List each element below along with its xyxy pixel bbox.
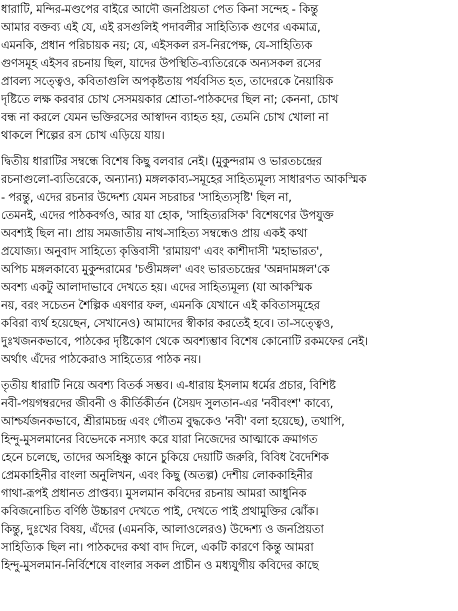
text-line: নবী-পয়গম্বরদের জীবনী ও কীর্তিকীর্তন (সৈয়দ সুলতান-এর 'নবীবংশ' কাব্যে, <box>1 396 334 410</box>
text-line: দুঃখজনকভাবে, পাঠকের দৃষ্টিকোণ থেকে অবশ্যম্ভাব বিশেষ কোনোটি রকমফের নেই। <box>1 334 368 348</box>
text-line: এমনকি, প্রধান পরিচায়ক নয়; যে, এইসকল রস-নিরপেক্ষ, যে-সাহিত্যিক <box>1 38 313 52</box>
text-line: অর্থাৎ এঁদের পাঠকেরাও সাহিত্যের পাঠক নয়। <box>1 352 202 366</box>
text-line: ধারাটি, মন্দির-মণ্ডপের বাইরে আদৌ জনপ্রিয়তা পেত কিনা সন্দেহ - কিন্তু <box>1 2 318 16</box>
text-line: হিন্দু-মুসলমান-নির্বিশেষে বাংলার সকল প্রাচীন ও মধ্যযুগীয় কবিদের কাছে <box>1 558 319 572</box>
text-line: কবিরা ব্যর্থ হয়েছেন, সেখানেও) আমাদের স্বীকার করতেই হবে। তা-সত্ত্বেও, <box>1 316 334 330</box>
text-line: বন্ধ না করলে যেমন ভক্তিরসের আস্বাদন ব্যাহত হয়, তেমনি চোখ খোলা না <box>1 110 329 124</box>
text-line: হেনে চলেছে, তাদের অসহিষ্ণু কানে চুকিয়ে দেয়াটি জরুরি, বিবিধ বৈদেশিক <box>1 450 329 464</box>
text-line: গুণসমূহ এইসব রচনায় ছিল, যাদের উপস্থিতি-ব্যতিরেকে অন্যসকল রসের <box>1 56 322 70</box>
text-line: দৃষ্টিতে লক্ষ করবার চোখ সেসময়কার শ্রোতা-পাঠকদের ছিল না; কেননা, চোখ <box>1 92 339 106</box>
text-line: হিন্দু-মুসলমানের বিভেদকে নস্যাৎ করে যারা নিজেদের আত্মাকে ক্রমাগত <box>1 432 318 446</box>
text-line: প্রযোজ্য। অনুবাদ সাহিত্যে কৃত্তিবাসী 'রামায়ণ' এবং কাশীদাসী 'মহাভারত', <box>1 244 323 258</box>
text-line: সাহিত্যিক ছিল না। পাঠকদের কথা বাদ দিলে, একটি কারণে কিন্তু আমরা <box>1 540 314 554</box>
text-line: অবশ্যই ছিল না। প্রায় সমজাতীয় নাথ-সাহিত্য সম্বন্ধেও প্রায় একই কথা <box>1 226 308 240</box>
paragraph-1 <box>1 0 456 144</box>
text-line: প্রেমকাহিনীর বাংলা অনুলিখন, এবং কিছু (অতল্প) দেশীয় লোককাহিনীর <box>1 468 313 482</box>
text-line: আমার বক্তব্য এই যে, এই রসগুলিই পদাবলীর সাহিত্যিক গুণের একমাত্র, <box>1 20 321 34</box>
paragraph-3 <box>1 376 456 574</box>
text-line: অবশ্য একটু আলাদাভাবে দেখতে হয়। এদের সাহিত্যমূল্য (যা আকস্মিক <box>1 280 312 294</box>
text-line: তৃতীয় ধারাটি নিয়ে অবশ্য বিতর্ক সম্ভব। এ-ধারায় ইসলাম ধর্মের প্রচার, বিশিষ্ট <box>1 378 336 392</box>
paragraph-gap <box>1 368 456 376</box>
text-line: থাকলে শিল্পের রস চোখ এড়িয়ে যায়। <box>1 128 165 142</box>
paragraph-gap <box>1 144 456 152</box>
text-line: নয়, বরং সচেতন শৈল্পিক এষণার ফল, এমনকি যেখানে এই কবিতাসমূহের <box>1 298 320 312</box>
text-line: কিন্তু, দুঃখের বিষয়, এঁদের (এমনকি, আলাওলেরও) উদ্দেশ্য ও জনপ্রিয়তা <box>1 522 324 536</box>
text-line: গাথা-রূপই প্রধানত প্রাপ্তব্য। মুসলমান কবিদের রচনায় আমরা আধুনিক <box>1 486 307 500</box>
text-line: কবিজনোচিত বর্ণিষ্ঠ উচ্চারণ দেখতে পাই, দেখতে পাই প্রথামুক্তির ঝোঁক। <box>1 504 319 518</box>
text-line: রচনাগুলো-ব্যতিরেকে, অন্যান্য) মঙ্গলকাব্য-সমূহের সাহিত্যমূল্য সাধারণত আকস্মিক <box>1 172 367 186</box>
text-line: প্রাবল্য সত্ত্বেও, কবিতাগুলি অপকৃষ্টতায় পর্যবসিত হত, তাদেরকে নৈয়ায়িক <box>1 74 333 88</box>
text-line: তেমনই, এদের পাঠকবর্গও, আর যা হোক, 'সাহিত্যরসিক' বিশেষণের উপযুক্ত <box>1 208 334 222</box>
text-line: দ্বিতীয় ধারাটির সম্বন্ধে বিশেষ কিছু বলবার নেই। (মুকুন্দরাম ও ভারতচন্দ্রের <box>1 154 322 168</box>
text-line: অপিচ মঙ্গলকাব্যে মুকুন্দরামের 'চণ্ডীমঙ্গল' এবং ভারতচন্দ্রের 'অন্নদামঙ্গল'কে <box>1 262 330 276</box>
paragraph-2 <box>1 152 456 368</box>
text-line: - পরন্তু, এদের রচনার উদ্দেশ্য যেমন সচরাচর 'সাহিত্যসৃষ্টি' ছিল না, <box>1 190 292 204</box>
text-line: আশ্চর্যজনকভাবে, শ্রীরামচন্দ্র এবং গৌতম বুদ্ধকেও 'নবী' বলা হয়েছে), তথাপি, <box>1 414 345 428</box>
